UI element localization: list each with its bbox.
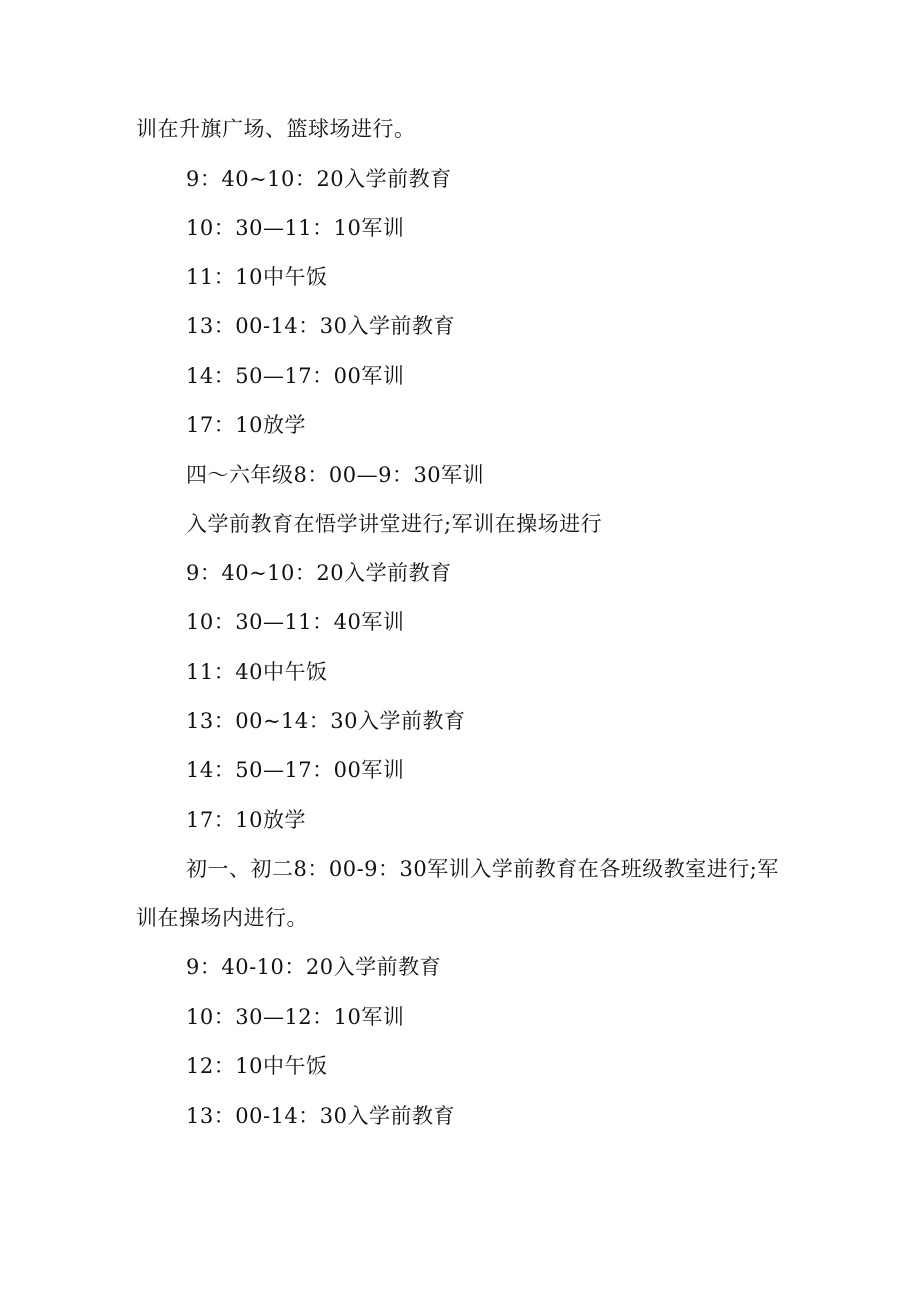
text-line: 10：30—11：40军训 bbox=[186, 610, 405, 634]
text-line: 14：50—17：00军训 bbox=[186, 364, 405, 388]
text-line: 10：30—11：10军训 bbox=[186, 216, 405, 240]
text-line: 入学前教育在悟学讲堂进行;军训在操场进行 bbox=[186, 512, 603, 536]
text-line: 13：00-14：30入学前教育 bbox=[186, 314, 455, 338]
text-line: 11：40中午饭 bbox=[186, 660, 328, 684]
text-line: 四～六年级8：00—9：30军训 bbox=[186, 463, 485, 487]
text-line: 初一、初二8：00-9：30军训入学前教育在各班级教室进行;军 bbox=[186, 857, 779, 881]
text-line: 13：00-14：30入学前教育 bbox=[186, 1104, 455, 1128]
text-line: 13：00~14：30入学前教育 bbox=[186, 709, 466, 733]
text-line: 9：40~10：20入学前教育 bbox=[186, 167, 452, 191]
text-line: 11：10中午饭 bbox=[186, 265, 328, 289]
text-line: 17：10放学 bbox=[186, 808, 306, 832]
text-line: 训在升旗广场、篮球场进行。 bbox=[136, 117, 416, 141]
text-line: 10：30—12：10军训 bbox=[186, 1005, 405, 1029]
text-line: 14：50—17：00军训 bbox=[186, 758, 405, 782]
text-line: 9：40-10：20入学前教育 bbox=[186, 955, 442, 979]
text-line: 12：10中午饭 bbox=[186, 1054, 328, 1078]
text-line: 训在操场内进行。 bbox=[136, 906, 308, 930]
text-line: 9：40~10：20入学前教育 bbox=[186, 561, 452, 585]
text-line: 17：10放学 bbox=[186, 413, 306, 437]
